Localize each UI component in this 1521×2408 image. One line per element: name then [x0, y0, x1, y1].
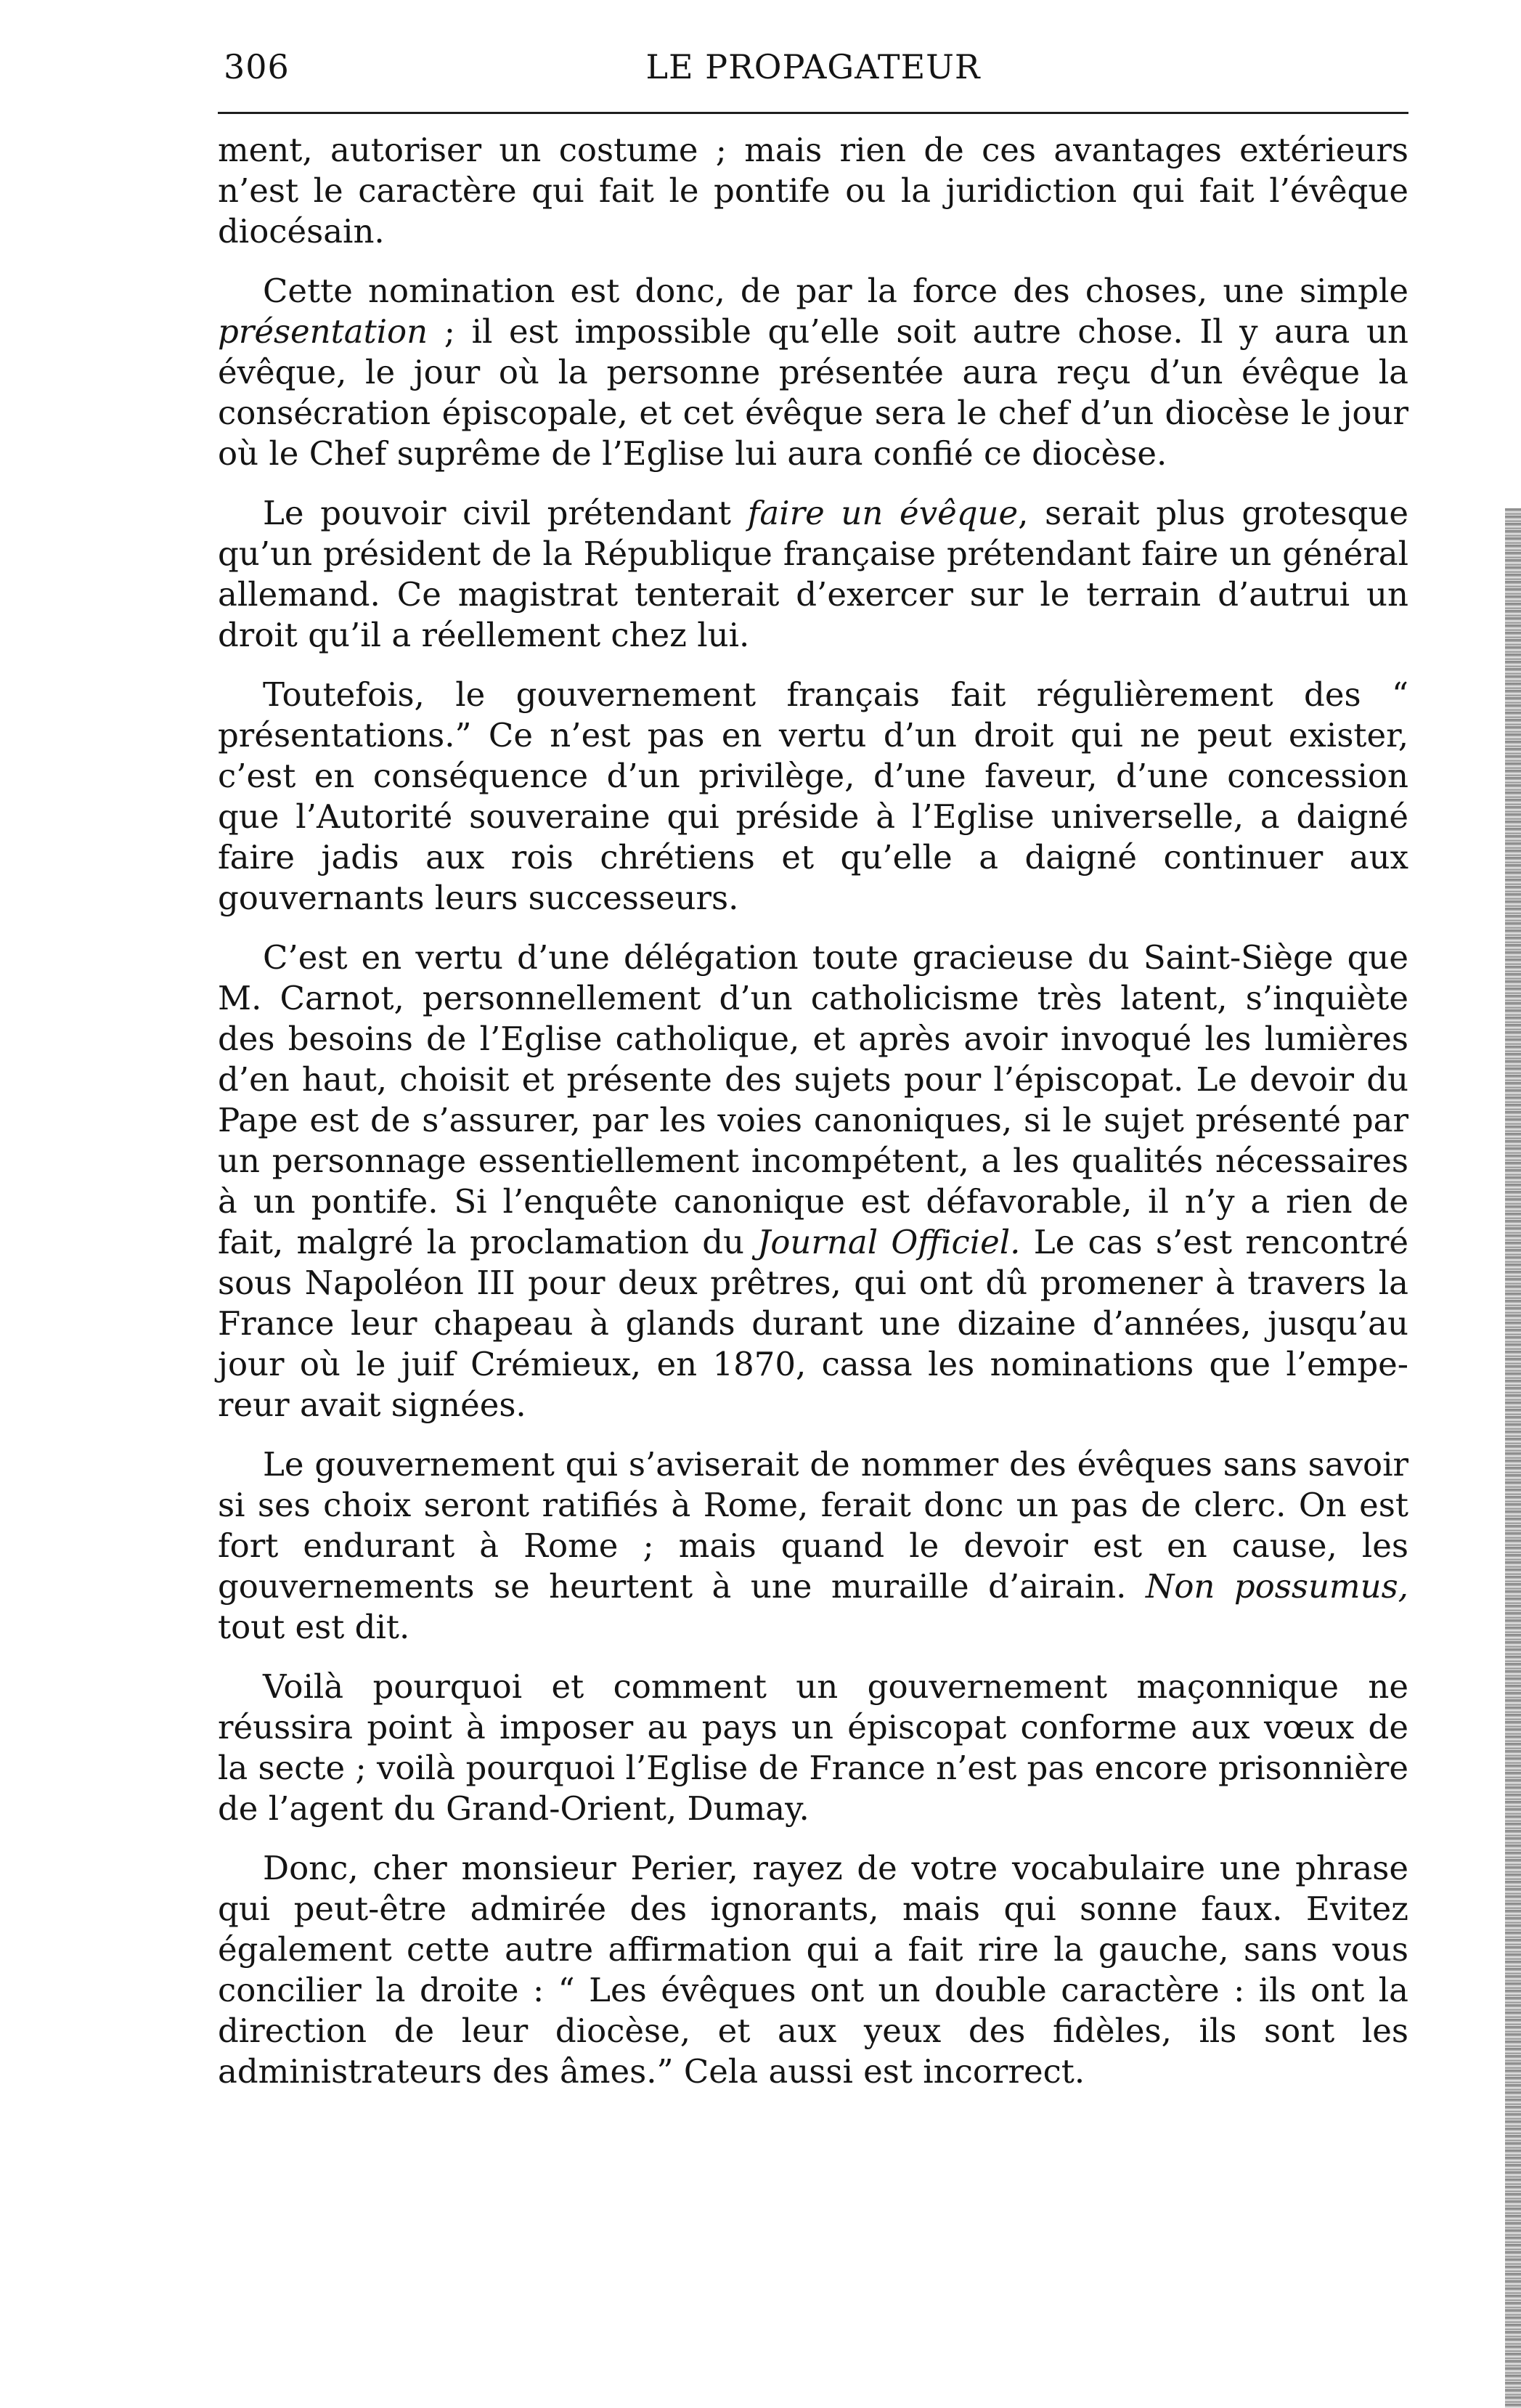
running-head: [218, 44, 1408, 90]
text-run: Cette nomination est donc, de par la force des choses, une simple: [263, 272, 1408, 310]
running-title: LE PROPAGATEUR: [645, 47, 981, 86]
paragraph: [218, 1667, 1408, 1829]
paragraph: [218, 493, 1408, 656]
text-run: Toutefois, le gouvernement français fait régulièrement des “ présentations.” Ce n’est pas en vertu d’un droit qui ne peut exister, c’est en conséquence d’un privilège, d’une faveur, d’une concession que l’Autorité souveraine qui préside à l’Eglise universelle, a daigné faire jadis aux rois chrétiens et qu’elle a daigné continuer aux gouvernants leurs successeurs.: [218, 675, 1408, 917]
text-run: Voilà pourquoi et comment un gouvernement maçonnique ne réussira point à imposer au pays un épiscopat conforme aux vœux de la secte ; voilà pourquoi l’Eglise de France n’est pas encore prisonnière de l’agent du Grand-Orient, Dumay.: [218, 1667, 1408, 1828]
body-text: [218, 130, 1408, 2092]
header-rule: [218, 112, 1408, 114]
page: [218, 44, 1408, 2111]
paragraph: [218, 271, 1408, 474]
italic-run: Journal Officiel.: [757, 1223, 1021, 1261]
text-run: ; il est impossible qu’elle soit autre chose. Il y aura un évêque, le jour où la personne présentée aura reçu d’un évêque la consécration épiscopale, et cet évêque sera le chef d’un diocèse le jour où le Chef suprême de l’Eglise lui aura confié ce diocèse.: [218, 312, 1408, 473]
italic-run: faire un évêque: [747, 494, 1019, 532]
paragraph: [218, 675, 1408, 919]
italic-run: présentation: [218, 312, 428, 351]
binding-edge: [1505, 508, 1521, 2408]
text-run: C’est en vertu d’une délégation toute gracieuse du Saint-Siège que M. Carnot, personnellement d’un catholicisme très latent, s’inquiète des besoins de l’Eglise catholique, et après avoir invoqué les lumières d’en haut, choisit et présente des sujets pour l’épiscopat. Le devoir du Pape est de s’assurer, par les voies canoniques, si le sujet présenté par un personnage essentiellement incompétent, a les qualités nécessaires à un pontife. Si l’enquête canonique est défavorable, il n’y a rien de fait, malgré la proclamation du: [218, 938, 1408, 1261]
page-number: 306: [224, 47, 290, 86]
paragraph: [218, 130, 1408, 252]
text-run: Donc, cher monsieur Perier, rayez de votre vocabulaire une phrase qui peut-être admirée des ignorants, mais qui sonne faux. Evitez également cette autre affirmation qui a fait rire la gauche, sans vous concilier la droite : “ Les évêques ont un double caractère : ils ont la direction de leur diocèse, et aux yeux des fidèles, ils sont les administrateurs des âmes.” Cela aussi est incorrect.: [218, 1849, 1408, 2091]
paragraph: [218, 1848, 1408, 2092]
paragraph: [218, 1444, 1408, 1648]
text-run: ment, autoriser un costume ; mais rien de ces avantages extérieurs n’est le caractère qui fait le pontife ou la juridiction qui fait l’évêque diocésain.: [218, 131, 1408, 251]
text-run: tout est dit.: [218, 1608, 410, 1646]
italic-run: Non possumus,: [1145, 1567, 1408, 1606]
text-run: Le pouvoir civil prétendant: [263, 494, 748, 532]
text-run: Le cas s’est rencontré sous Napoléon III pour deux prêtres, qui ont dû promener à travers la France leur chapeau à glands durant une dizaine d’années, jusqu’au jour où le juif Crémieux, en 1870, cassa les nominations que l’empereur avait signées.: [218, 1223, 1408, 1424]
text-run: Le gouvernement qui s’aviserait de nommer des évêques sans savoir si ses choix seront ratifiés à Rome, ferait donc un pas de clerc. On est fort endurant à Rome ; mais quand le devoir est en cause, les gouvernements se heurtent à une muraille d’airain.: [218, 1445, 1408, 1606]
paragraph: [218, 937, 1408, 1425]
text-run: , serait plus grotesque qu’un président de la République française prétendant faire un général allemand. Ce magistrat tenterait d’exercer sur le terrain d’autrui un droit qu’il a réellement chez lui.: [218, 494, 1408, 654]
